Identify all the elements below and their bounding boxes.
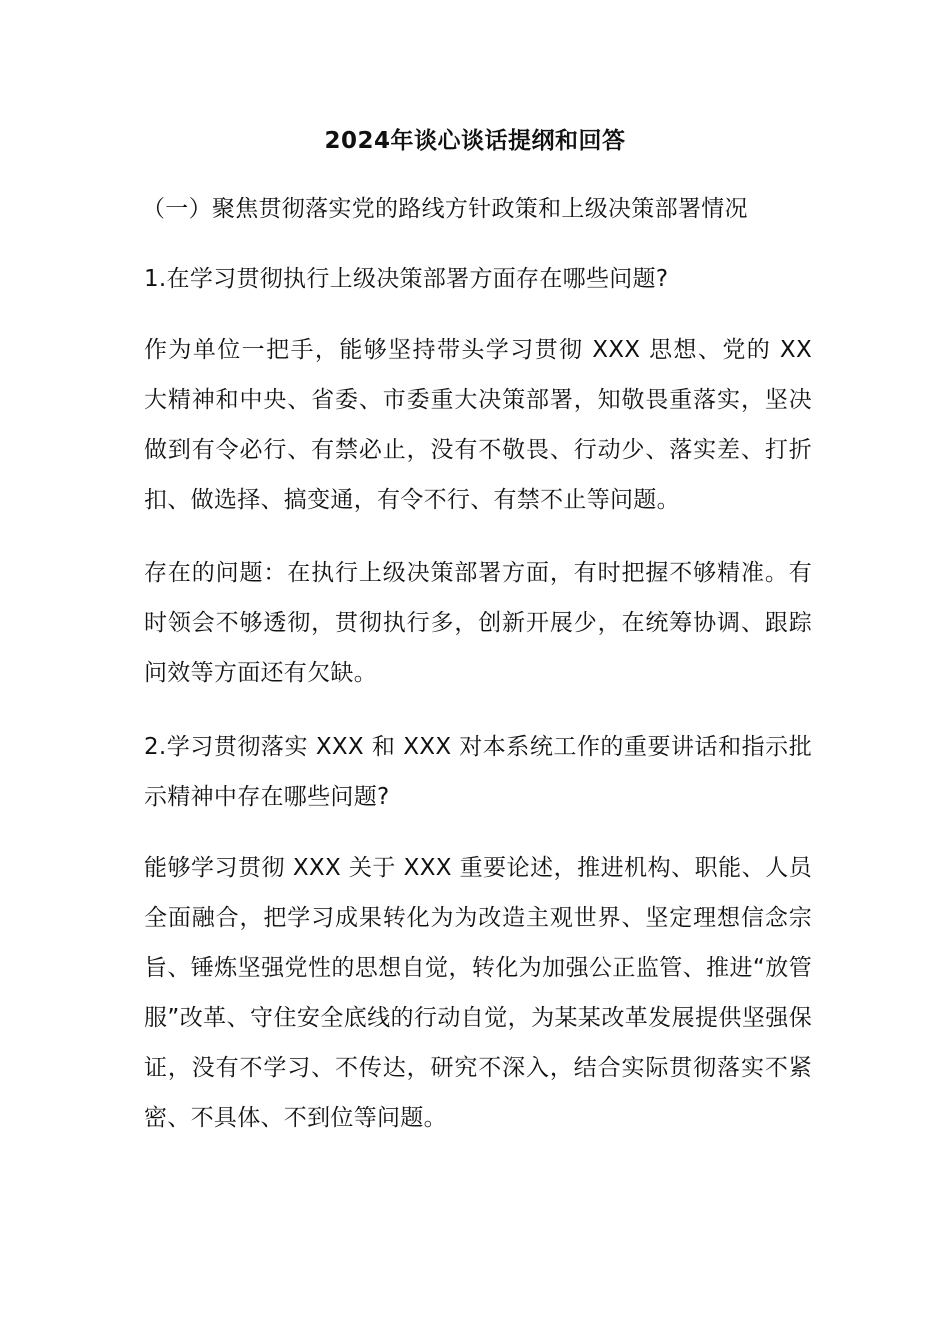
document-title: 2024年谈心谈话提纲和回答 [324,128,626,154]
section-heading: （一）聚焦贯彻落实党的路线方针政策和上级决策部署情况 [142,196,748,222]
problems-paragraph: 存在的问题：在执行上级决策部署方面，有时把握不够精准。有时领会不够透彻，贯彻执行多，创新开展少，在统筹协调、跟踪问效等方面还有欠缺。 [144,560,812,686]
answer-paragraph-2: 能够学习贯彻 XXX 关于 XXX 重要论述，推进机构、职能、人员全面融合，把学习成果转化为为改造主观世界、坚定理想信念宗旨、锤炼坚强党性的思想自觉，转化为加强公正监管、推进“放管服”改革、守住安全底线的行动自觉，为某某改革发展提供坚强保证，没有不学习、不传达，研究不深入，结合实际贯彻落实不紧密、不具体、不到位等问题。 [144,855,812,1131]
question-2: 2.学习贯彻落实 XXX 和 XXX 对本系统工作的重要讲话和指示批示精神中存在哪些问题? [144,734,812,810]
question-1: 1.在学习贯彻执行上级决策部署方面存在哪些问题? [144,266,669,292]
answer-paragraph-1: 作为单位一把手，能够坚持带头学习贯彻 XXX 思想、党的 XX 大精神和中央、省委、市委重大决策部署，知敬畏重落实，坚决做到有令必行、有禁必止，没有不敬畏、行动少、落实差、打折扣、做选择、搞变通，有令不行、有禁不止等问题。 [144,337,812,513]
